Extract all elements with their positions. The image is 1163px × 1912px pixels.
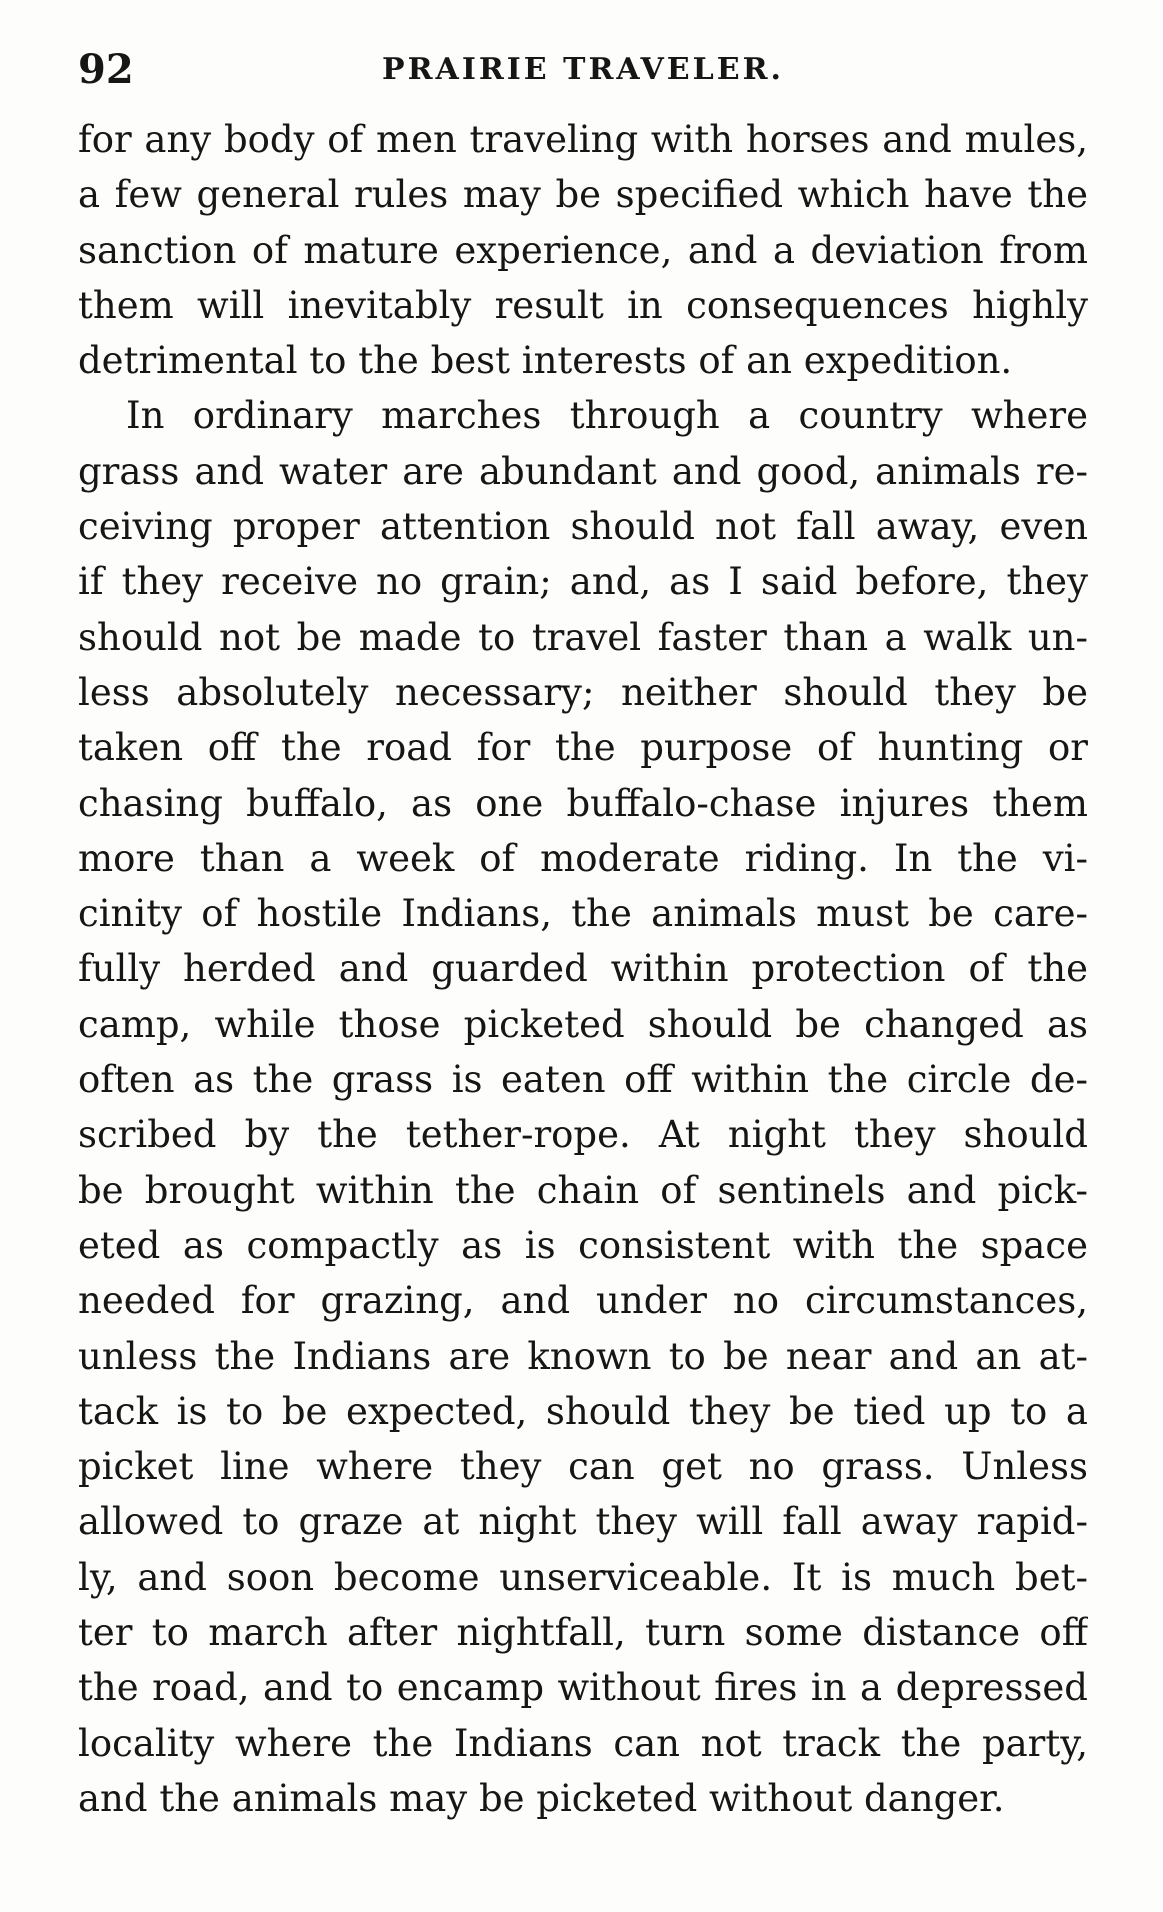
text-line: unless the Indians are known to be near and an at- [78, 1334, 1088, 1378]
running-title: PRAIRIE TRAVELER. [382, 52, 784, 87]
text-line: and the animals may be picketed without danger. [78, 1776, 1005, 1820]
text-line: be brought within the chain of sentinels and pick- [78, 1168, 1088, 1212]
text-line: camp, while those picketed should be changed as [78, 1002, 1088, 1046]
text-line: more than a week of moderate riding. In the vi- [78, 836, 1088, 880]
text-line: a few general rules may be specified which have the [78, 173, 1088, 217]
page-header [78, 40, 1088, 100]
text-line: chasing buffalo, as one buffalo-chase injures them [78, 781, 1088, 825]
text-line: cinity of hostile Indians, the animals must be care- [78, 892, 1088, 936]
text-line: ly, and soon become unserviceable. It is much bet- [78, 1555, 1088, 1599]
text-line: should not be made to travel faster than a walk un- [78, 615, 1088, 659]
text-line: taken off the road for the purpose of hunting or [78, 726, 1088, 770]
text-line: less absolutely necessary; neither should they be [78, 670, 1088, 714]
text-line: ter to march after nightfall, turn some distance off [78, 1611, 1088, 1655]
body-text [78, 112, 1088, 1826]
text-line: detrimental to the best interests of an expedition. [78, 339, 1013, 383]
text-line: allowed to graze at night they will fall away rapid- [78, 1500, 1088, 1544]
text-line: ceiving proper attention should not fall away, even [78, 505, 1088, 549]
text-line: scribed by the tether-rope. At night they should [78, 1113, 1088, 1157]
paragraph-start-line: In ordinary marches through a country where [126, 394, 1088, 438]
text-line: locality where the Indians can not track the party, [78, 1721, 1088, 1765]
text-line: picket line where they can get no grass. Unless [78, 1445, 1088, 1489]
text-line: grass and water are abundant and good, animals re- [78, 449, 1088, 493]
page-number: 92 [78, 46, 134, 93]
text-line: if they receive no grain; and, as I said before, they [78, 560, 1088, 604]
text-line: them will inevitably result in consequences highly [78, 283, 1088, 327]
text-line: for any body of men traveling with horses and mules, [78, 118, 1088, 161]
text-line: tack is to be expected, should they be tied up to a [78, 1389, 1088, 1433]
text-line: eted as compactly as is consistent with the space [78, 1223, 1088, 1267]
text-line: needed for grazing, and under no circumstances, [78, 1279, 1088, 1323]
text-line: fully herded and guarded within protection of the [78, 947, 1088, 991]
text-line: the road, and to encamp without fires in a depressed [78, 1666, 1088, 1710]
text-line: sanction of mature experience, and a deviation from [78, 228, 1088, 272]
text-line: often as the grass is eaten off within the circle de- [78, 1058, 1088, 1102]
